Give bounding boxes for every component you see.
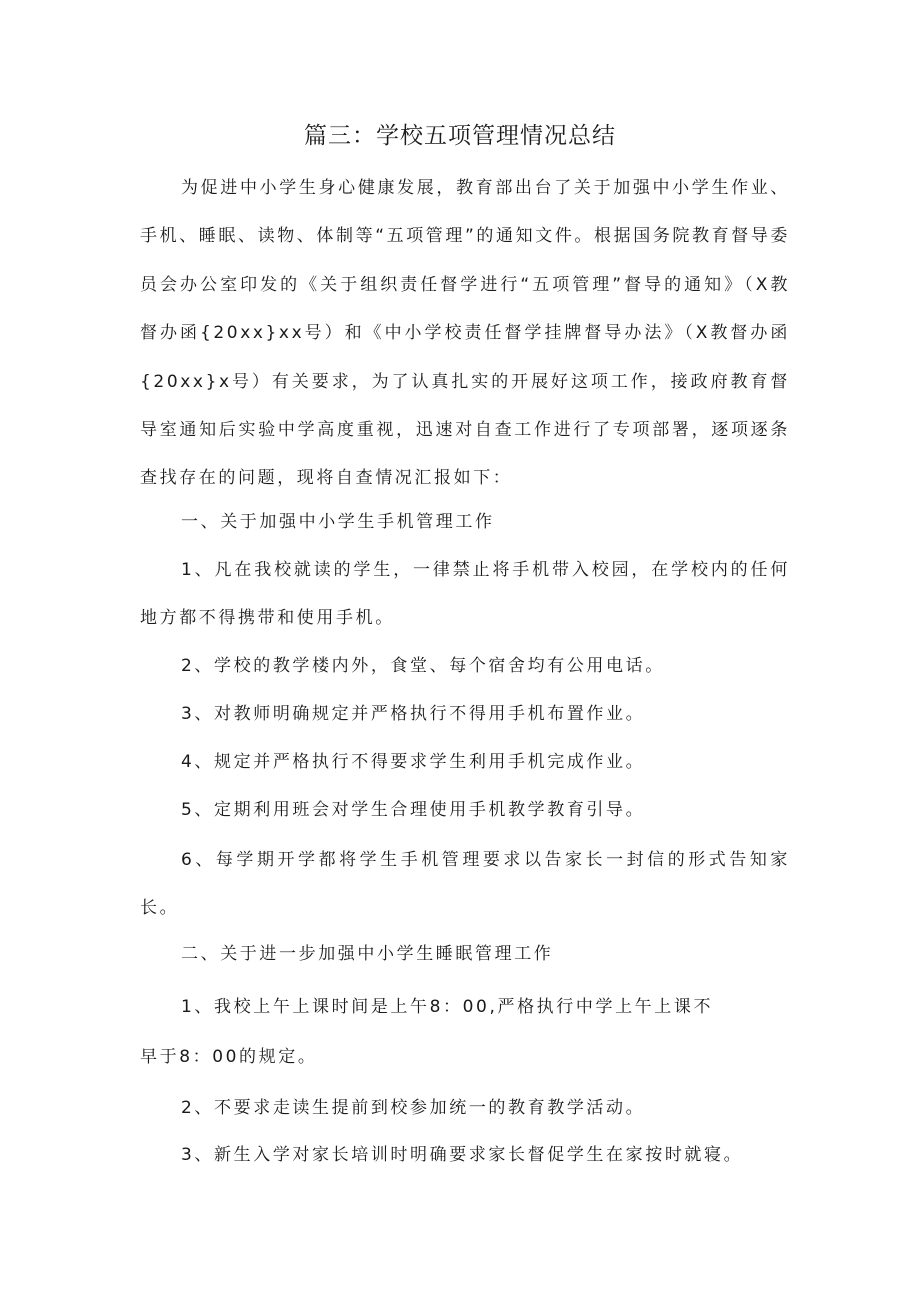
section1-heading: 一、关于加强中小学生手机管理工作 xyxy=(181,512,495,532)
section1-item1: 1、凡在我校就读的学生，一律禁止将手机带入校园，在学校内的任何地方都不得携带和使用手机。 xyxy=(140,560,790,629)
section1-item4: 4、规定并严格执行不得要求学生利用手机完成作业。 xyxy=(181,752,646,772)
section1-item5: 5、定期利用班会对学生合理使用手机教学教育引导。 xyxy=(181,800,646,820)
intro-paragraph: 为促进中小学生身心健康发展，教育部出台了关于加强中小学生作业、手机、睡眠、读物、体制等“五项管理”的通知文件。根据国务院教育督导委员会办公室印发的《关于组织责任督学进行“五项管理”督导的通知》（X教督办函{20xx}xx号）和《中小学校责任督学挂牌督导办法》（X教督办函{20xx}x号）有关要求，为了认真扎实的开展好这项工作，接政府教育督导室通知后实验中学高度重视，迅速对自查工作进行了专项部署，逐项逐条查找存在的问题，现将自查情况汇报如下： xyxy=(140,178,791,489)
document-title: 篇三：学校五项管理情况总结 xyxy=(304,123,616,149)
section2-heading: 二、关于进一步加强中小学生睡眠管理工作 xyxy=(181,944,554,964)
section1-item2: 2、学校的教学楼内外，食堂、每个宿舍均有公用电话。 xyxy=(181,656,665,676)
section2-item1-line2: 早于8：00的规定。 xyxy=(140,1047,318,1067)
section2-item3: 3、新生入学对家长培训时明确要求家长督促学生在家按时就寝。 xyxy=(181,1145,744,1165)
section2-item2: 2、不要求走读生提前到校参加统一的教育教学活动。 xyxy=(181,1098,646,1118)
section1-item6: 6、每学期开学都将学生手机管理要求以告家长一封信的形式告知家长。 xyxy=(140,850,790,919)
section1-item3: 3、对教师明确规定并严格执行不得用手机布置作业。 xyxy=(181,704,646,724)
section2-item1-line1: 1、我校上午上课时间是上午8：00,严格执行中学上午上课不 xyxy=(181,997,714,1017)
